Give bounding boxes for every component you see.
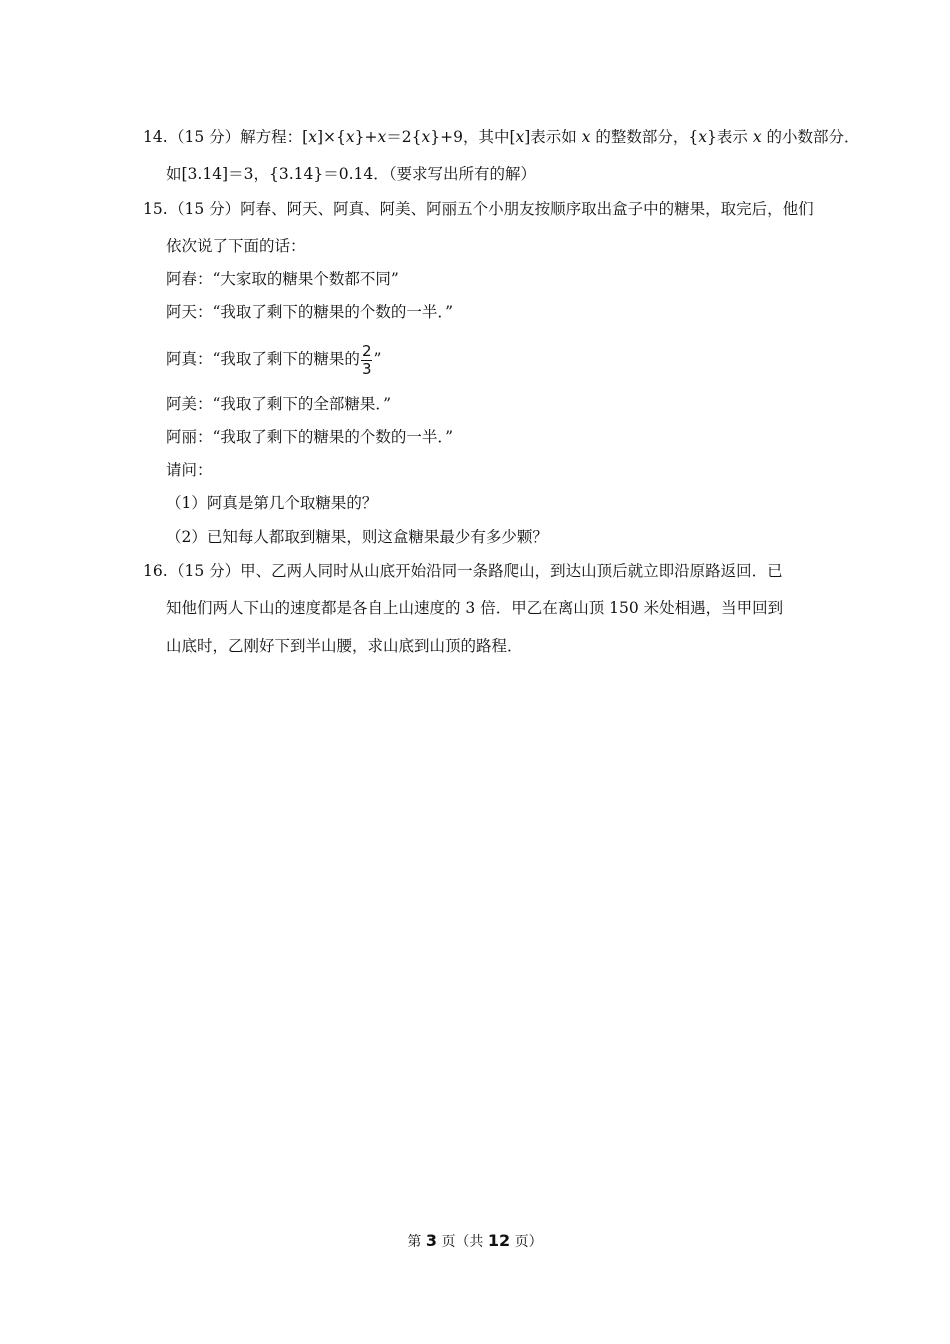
problem-16-score: （15 分）: [169, 562, 241, 580]
problem-15-number: 15.: [143, 200, 168, 218]
problem-14-score: （15 分）: [169, 128, 241, 146]
problem-14-equation: [x]×{x}+x＝2{x}+9，其中[x]表示如 x 的整数部分，{x}表示 x 的小数部分．: [302, 128, 860, 146]
quote-amei: 阿美：“我取了剩下的全部糖果．”: [166, 395, 392, 413]
problem-14-intro: 解方程：: [240, 128, 303, 146]
sub-question-2: （2）已知每人都取到糖果，则这盒糖果最少有多少颗？: [166, 528, 548, 546]
question-prompt: 请问：: [166, 461, 213, 479]
quote-ali: 阿丽：“我取了剩下的糖果的个数的一半．”: [166, 428, 454, 446]
current-page-number: 3: [425, 1231, 437, 1250]
problem-14-line-2: 如[3.14]＝3，{3.14}＝0.14．（要求写出所有的解）: [166, 165, 536, 183]
fraction-two-thirds: $\frac{2}{3}$: [361, 341, 372, 378]
sub-question-1: （1）阿真是第几个取糖果的？: [166, 494, 378, 512]
problem-14-line-1: [143, 127, 860, 147]
problem-15-text: 阿春、阿天、阿真、阿美、阿丽五个小朋友按顺序取出盒子中的糖果，取完后，他们: [240, 200, 814, 218]
total-pages: 12: [487, 1231, 511, 1250]
quote-achun: 阿春：“大家取的糖果个数都不同”: [166, 270, 399, 288]
page-footer: 第 3 页（共 12 页）: [407, 1231, 543, 1250]
problem-16-line-3: 山底时，乙刚好下到半山腰，求山底到山顶的路程．: [166, 637, 523, 655]
problem-14-number: 14.: [143, 128, 168, 146]
problem-15-score: （15 分）: [169, 200, 241, 218]
problem-16-line-1: [143, 561, 783, 581]
quote-azhen: 阿真：“我取了剩下的糖果的 $\frac{2}{3}$ ”: [166, 341, 382, 378]
problem-15-line-2: 依次说了下面的话：: [166, 237, 306, 255]
problem-16-text: 甲、乙两人同时从山底开始沿同一条路爬山，到达山顶后就立即沿原路返回．已: [240, 562, 783, 580]
problem-15-line-1: [143, 199, 814, 219]
problem-16-number: 16.: [143, 562, 168, 580]
problem-16-line-2: 知他们两人下山的速度都是各自上山速度的 3 倍．甲乙在离山顶 150 米处相遇，当甲回到: [166, 599, 784, 617]
quote-atian: 阿天：“我取了剩下的糖果的个数的一半．”: [166, 303, 454, 321]
